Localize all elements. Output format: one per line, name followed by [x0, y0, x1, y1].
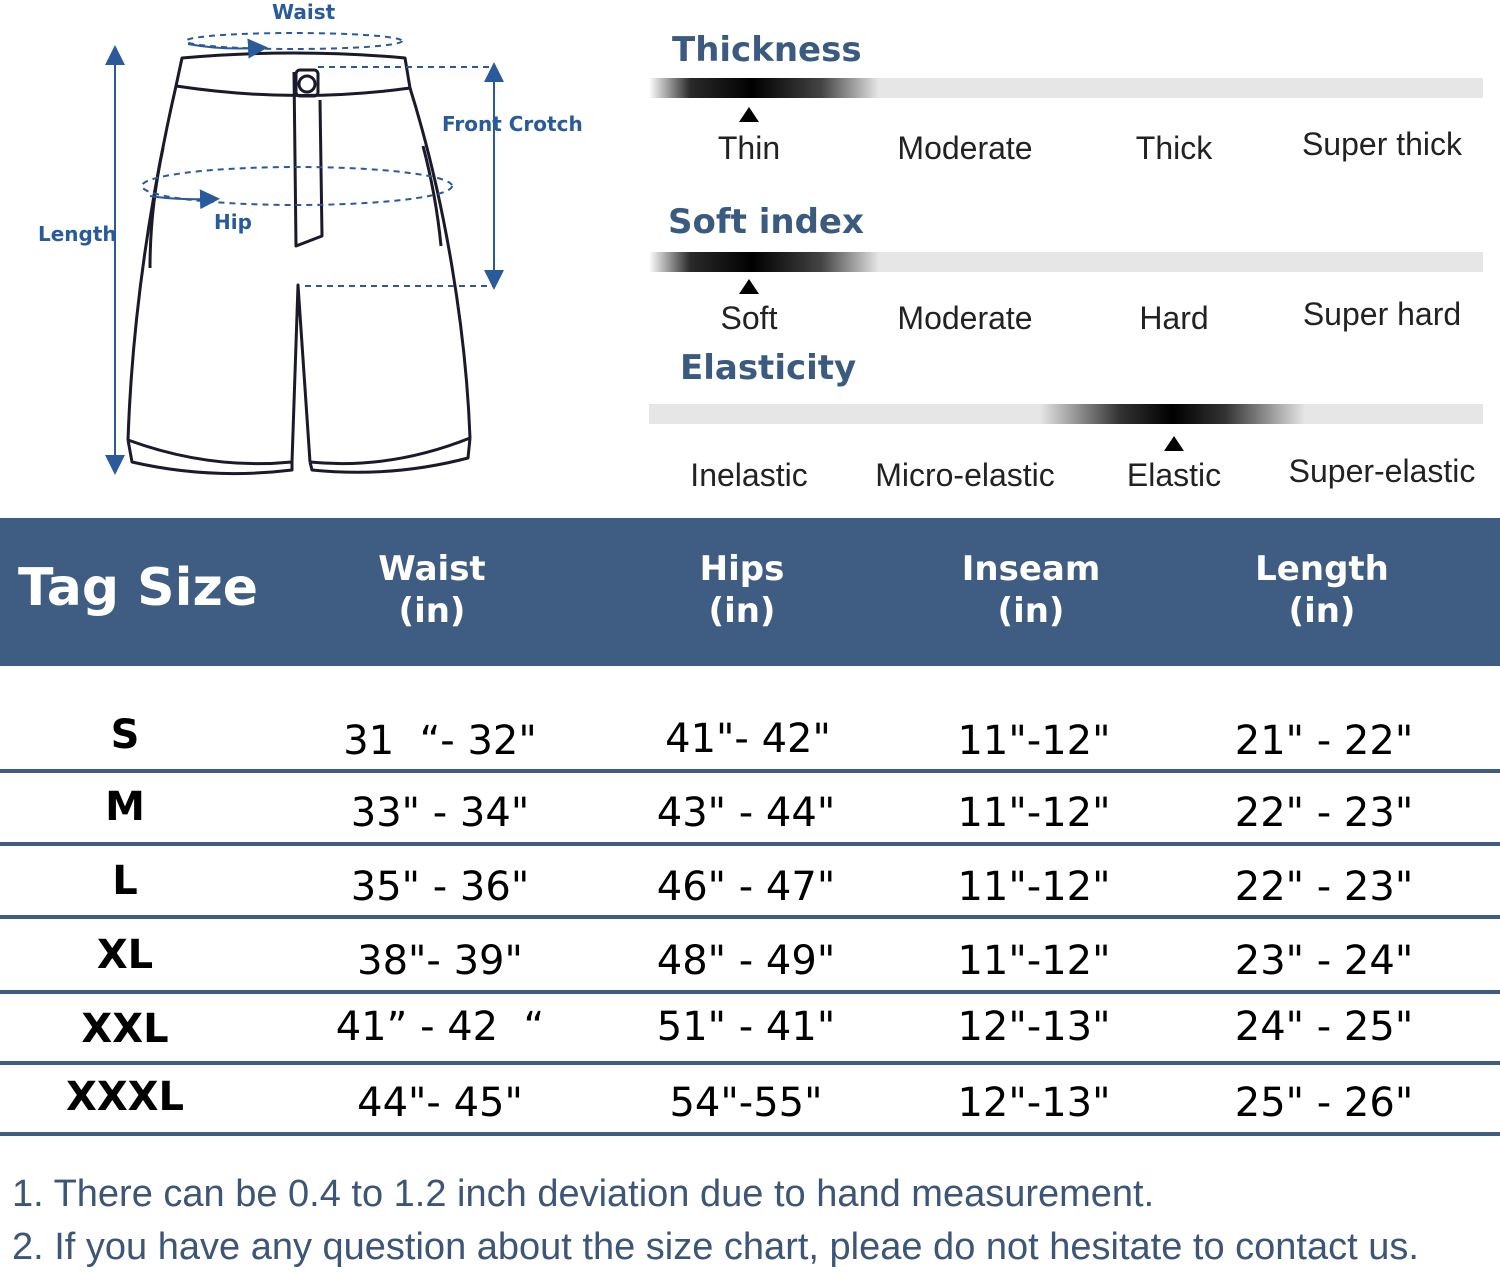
thickness-option-super-thick: Super thick	[1301, 126, 1463, 162]
table-cell-waist: 31 “- 32"	[343, 718, 537, 764]
column-header-name: Hips	[699, 549, 785, 589]
table-cell-length: 23" - 24"	[1234, 938, 1414, 984]
table-cell-hips: 54"-55"	[669, 1080, 823, 1126]
thickness-option-thin: Thin	[717, 130, 781, 166]
table-cell-inseam: 12"-13"	[957, 1080, 1111, 1126]
column-header-name: Waist	[378, 549, 486, 589]
table-row-size: L	[112, 858, 138, 904]
row-divider	[0, 990, 1500, 994]
soft-index-option-moderate: Moderate	[897, 300, 1033, 336]
thickness-option-moderate: Moderate	[897, 130, 1033, 166]
column-header-unit: (in)	[398, 591, 466, 631]
table-cell-inseam: 11"-12"	[957, 790, 1111, 836]
row-divider	[0, 1132, 1500, 1136]
column-header-unit: (in)	[1288, 591, 1356, 631]
shorts-measurement-diagram	[0, 0, 620, 500]
column-header-unit: (in)	[708, 591, 776, 631]
table-cell-inseam: 11"-12"	[957, 938, 1111, 984]
hip-label: Hip	[214, 210, 252, 234]
table-cell-hips: 43" - 44"	[656, 790, 836, 836]
soft-index-indicator	[649, 252, 879, 272]
column-header-unit: (in)	[997, 591, 1065, 631]
table-cell-length: 21" - 22"	[1234, 718, 1414, 764]
table-cell-length: 25" - 26"	[1234, 1080, 1414, 1126]
table-cell-waist: 33" - 34"	[350, 790, 530, 836]
row-divider	[0, 842, 1500, 846]
tag-size-heading: Tag Size	[18, 558, 258, 618]
waist-label: Waist	[272, 0, 336, 24]
table-row-size: XL	[96, 932, 154, 978]
row-divider	[0, 769, 1500, 773]
thickness-title: Thickness	[672, 30, 862, 70]
soft-index-option-soft: Soft	[720, 300, 778, 336]
table-cell-hips: 51" - 41"	[656, 1004, 836, 1050]
elasticity-option-super-elastic: Super-elastic	[1288, 453, 1476, 489]
table-cell-hips: 46" - 47"	[656, 864, 836, 910]
soft-index-option-super-hard: Super hard	[1302, 296, 1462, 332]
table-row-size: XXL	[81, 1006, 169, 1052]
thickness-indicator	[649, 78, 879, 98]
elasticity-title: Elasticity	[680, 348, 857, 388]
table-cell-length: 24" - 25"	[1234, 1004, 1414, 1050]
thickness-marker-icon	[739, 107, 759, 122]
row-divider	[0, 915, 1500, 919]
table-cell-inseam: 12"-13"	[957, 1004, 1111, 1050]
front-crotch-label: Front Crotch	[442, 112, 583, 136]
elasticity-marker-icon	[1164, 436, 1184, 451]
elasticity-option-elastic: Elastic	[1126, 457, 1222, 493]
elasticity-indicator	[1040, 404, 1305, 424]
table-cell-hips: 41"- 42"	[665, 716, 831, 762]
table-cell-waist: 35" - 36"	[350, 864, 530, 910]
length-label: Length	[38, 222, 117, 246]
soft-index-title: Soft index	[668, 202, 864, 242]
column-header-waist	[378, 548, 485, 632]
table-cell-waist: 41” - 42 “	[335, 1004, 545, 1050]
column-header-name: Length	[1255, 549, 1389, 589]
table-row-size: XXXL	[65, 1074, 185, 1120]
note-measurement-deviation: 1. There can be 0.4 to 1.2 inch deviation due to hand measurement.	[12, 1173, 1155, 1215]
thickness-option-thick: Thick	[1135, 130, 1213, 166]
table-cell-length: 22" - 23"	[1234, 864, 1414, 910]
column-header-name: Inseam	[961, 549, 1101, 589]
column-header-length	[1255, 548, 1389, 632]
shorts-outline-drawing	[0, 0, 620, 500]
soft-index-option-hard: Hard	[1139, 300, 1209, 336]
note-contact-us: 2. If you have any question about the size chart, pleae do not hesitate to contact us.	[12, 1226, 1419, 1268]
table-cell-waist: 38"- 39"	[357, 938, 523, 984]
table-cell-length: 22" - 23"	[1234, 790, 1414, 836]
table-cell-hips: 48" - 49"	[656, 938, 836, 984]
column-header-hips	[700, 548, 785, 632]
soft-index-marker-icon	[739, 279, 759, 294]
table-cell-inseam: 11"-12"	[957, 864, 1111, 910]
table-row-size: M	[105, 784, 145, 830]
elasticity-option-inelastic: Inelastic	[690, 457, 808, 493]
column-header-inseam	[962, 548, 1101, 632]
table-cell-inseam: 11"-12"	[957, 718, 1111, 764]
table-row-size: S	[110, 712, 140, 758]
table-cell-waist: 44"- 45"	[357, 1080, 523, 1126]
elasticity-option-micro-elastic: Micro-elastic	[875, 457, 1055, 493]
row-divider	[0, 1061, 1500, 1065]
